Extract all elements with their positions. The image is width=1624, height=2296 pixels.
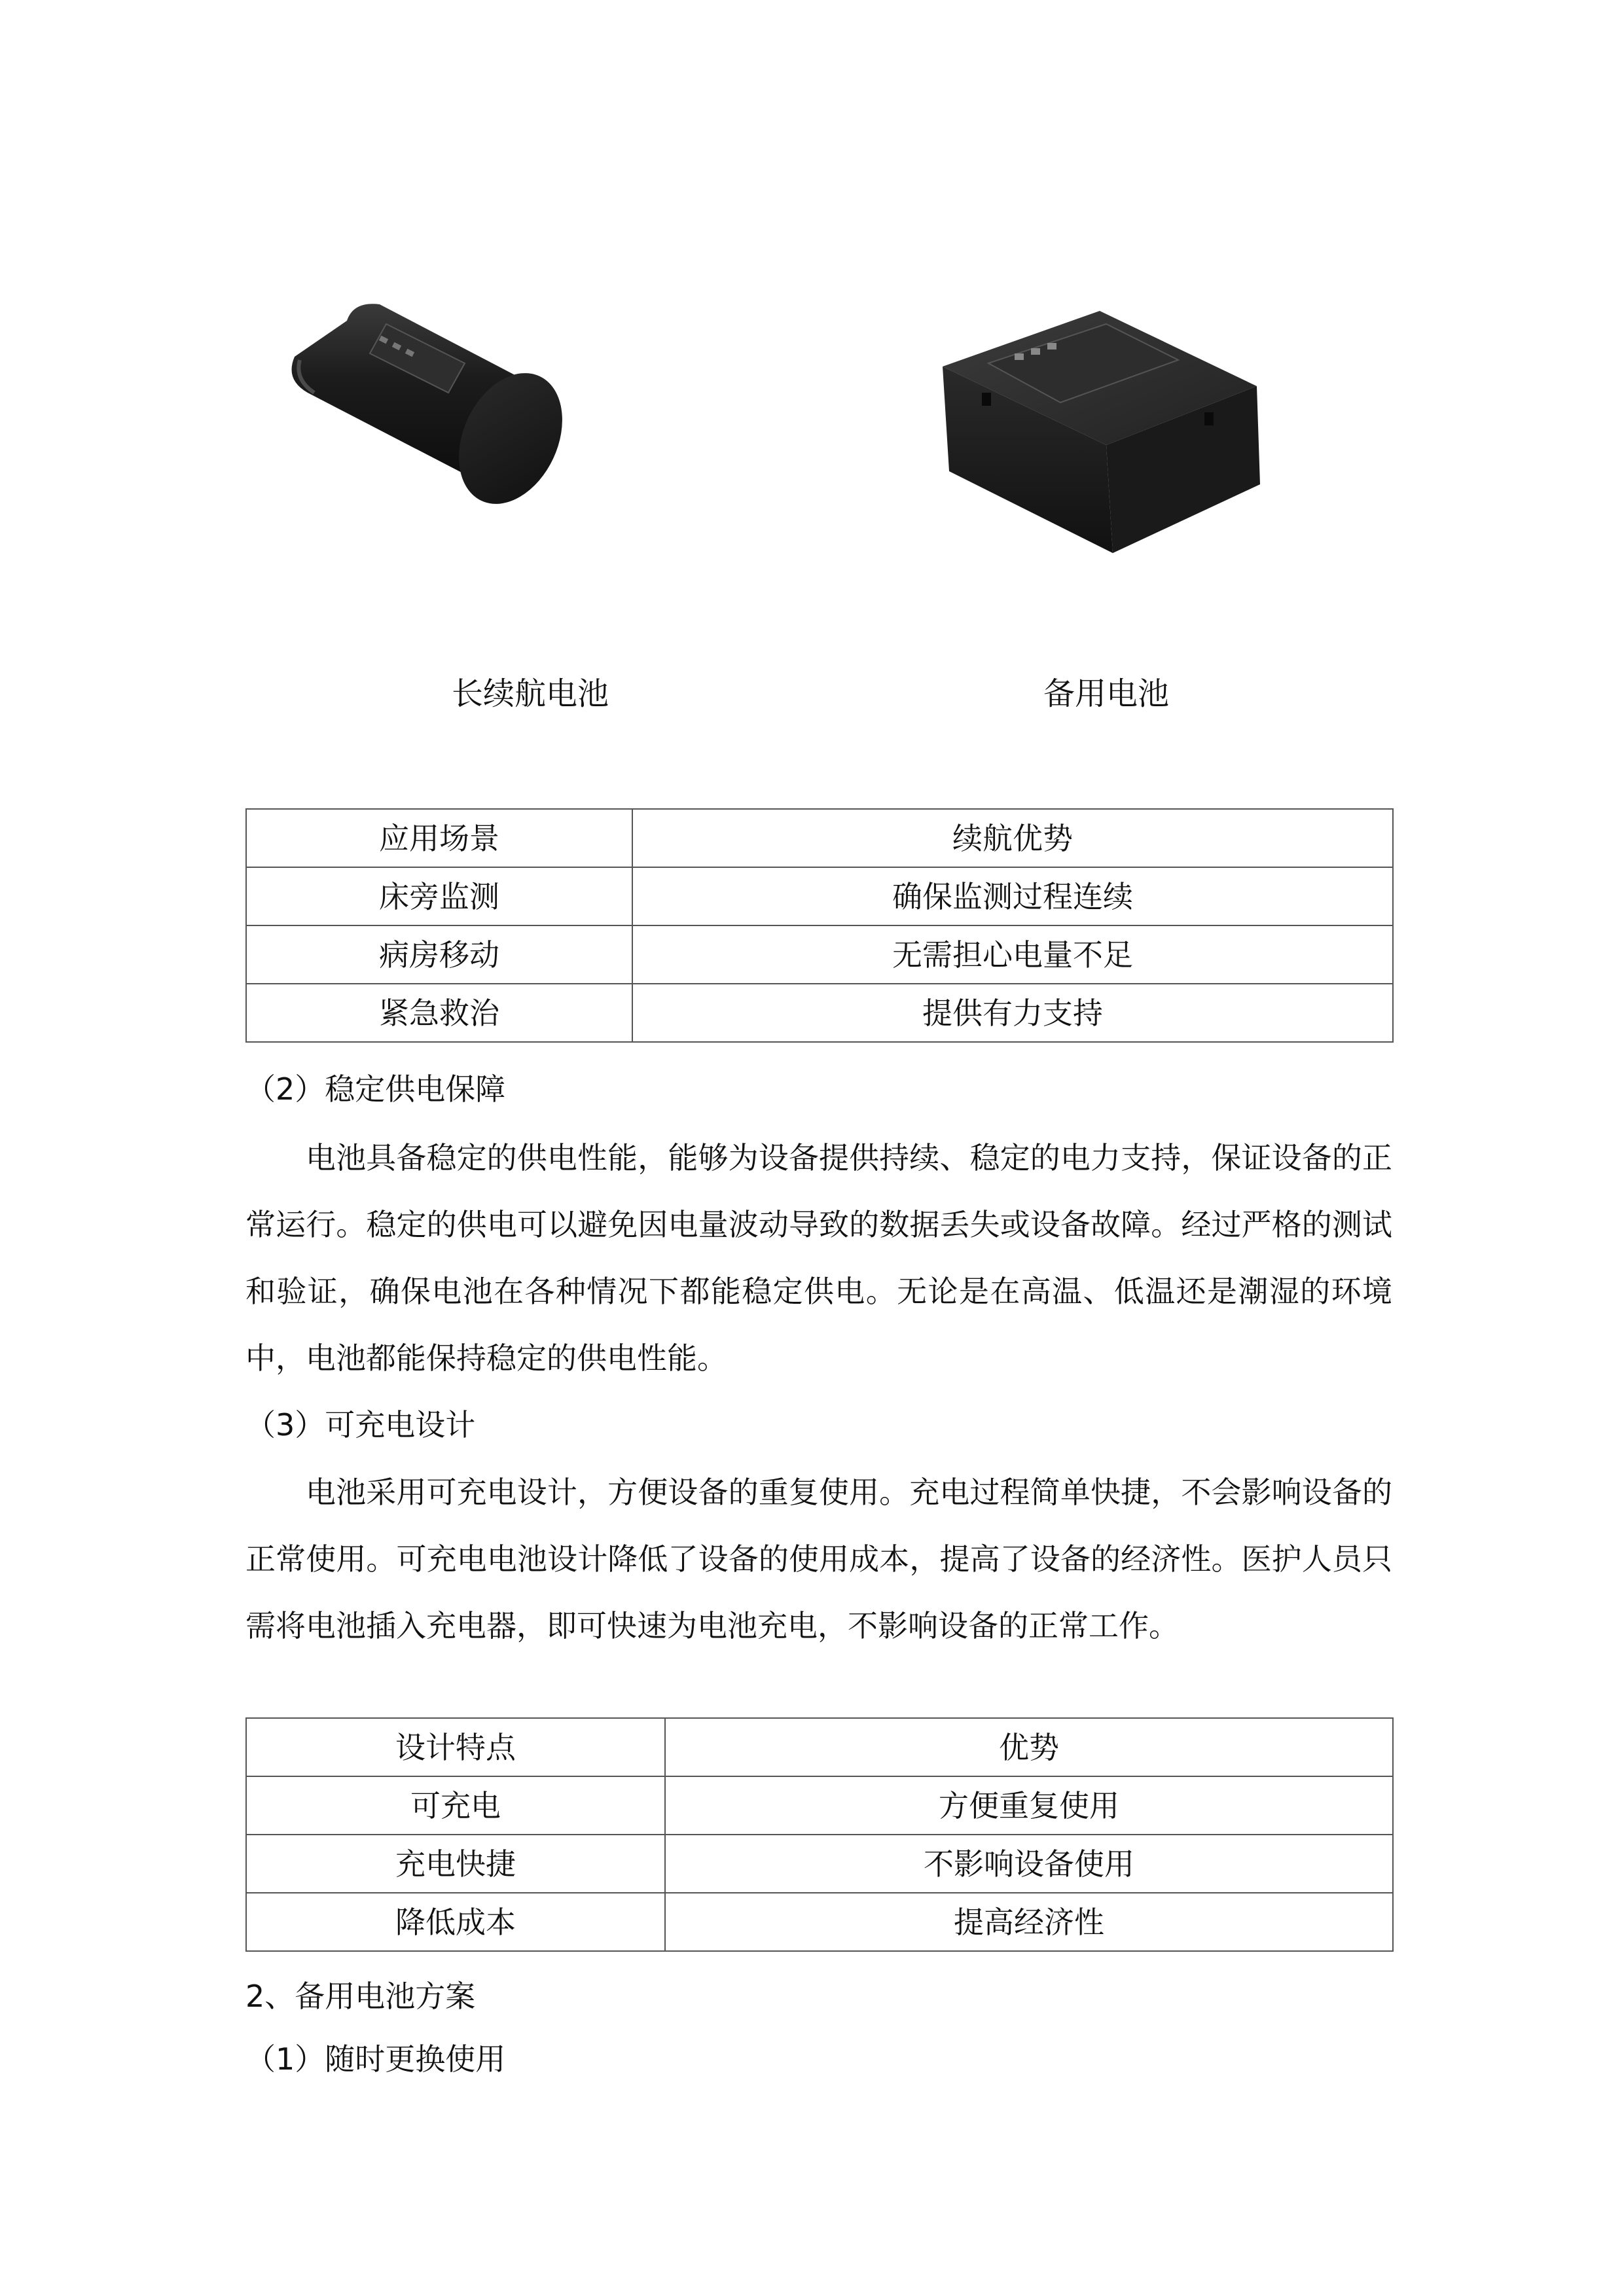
table-row xyxy=(246,867,1393,925)
section-heading: （2）稳定供电保障 xyxy=(245,1071,506,1107)
backup-battery-caption: 备用电池 xyxy=(1043,675,1169,712)
backup-battery-image xyxy=(890,196,1283,655)
table-row xyxy=(246,984,1393,1042)
table-row xyxy=(246,1893,1393,1951)
table-row xyxy=(246,1776,1393,1835)
table-cell: 提高经济性 xyxy=(665,1893,1393,1951)
subsection-heading: （1）随时更换使用 xyxy=(245,2041,506,2077)
section-heading: 2、备用电池方案 xyxy=(245,1979,476,2014)
section-heading: （3）可充电设计 xyxy=(245,1407,476,1443)
table-header-row xyxy=(246,809,1393,867)
table-cell: 可充电 xyxy=(246,1776,665,1835)
table-cell: 方便重复使用 xyxy=(665,1776,1393,1835)
table-cell: 床旁监测 xyxy=(246,867,632,925)
body-paragraph: 电池采用可充电设计，方便设备的重复使用。充电过程简单快捷，不会影响设备的正常使用。可充电电池设计降低了设备的使用成本，提高了设备的经济性。医护人员只需将电池插入充电器，即可快速为电池充电，不影响设备的正常工作。 xyxy=(245,1475,1392,1643)
table-row xyxy=(246,1835,1393,1893)
table-cell: 提供有力支持 xyxy=(632,984,1393,1042)
long-battery-image xyxy=(249,196,563,655)
table-header-row xyxy=(246,1718,1393,1776)
table-cell: 无需担心电量不足 xyxy=(632,925,1393,984)
table-cell: 充电快捷 xyxy=(246,1835,665,1893)
table-header-cell: 应用场景 xyxy=(246,809,632,867)
table-row xyxy=(246,925,1393,984)
endurance-table xyxy=(245,808,1394,1043)
design-table xyxy=(245,1717,1394,1952)
table-header-cell: 设计特点 xyxy=(246,1718,665,1776)
table-header-cell: 续航优势 xyxy=(632,809,1393,867)
table-cell: 不影响设备使用 xyxy=(665,1835,1393,1893)
body-paragraph: 电池具备稳定的供电性能，能够为设备提供持续、稳定的电力支持，保证设备的正常运行。稳定的供电可以避免因电量波动导致的数据丢失或设备故障。经过严格的测试和验证，确保电池在各种情况下都能稳定供电。无论是在高温、低温还是潮湿的环境中，电池都能保持稳定的供电性能。 xyxy=(245,1140,1392,1376)
table-cell: 紧急救治 xyxy=(246,984,632,1042)
long-battery-caption: 长续航电池 xyxy=(451,675,609,712)
table-cell: 确保监测过程连续 xyxy=(632,867,1393,925)
table-cell: 病房移动 xyxy=(246,925,632,984)
table-cell: 降低成本 xyxy=(246,1893,665,1951)
table-header-cell: 优势 xyxy=(665,1718,1393,1776)
